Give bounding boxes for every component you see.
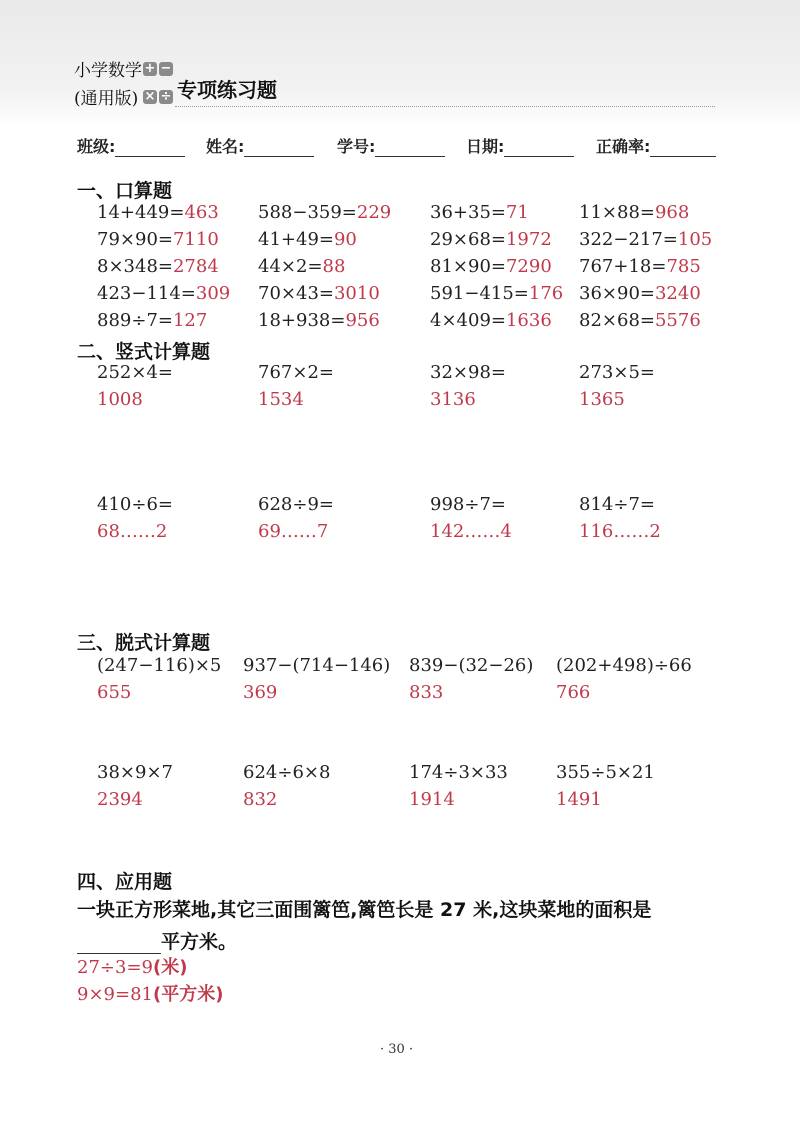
oral-answer: 7290 — [505, 256, 552, 277]
oral-question: 591−415= — [430, 283, 529, 304]
oral-item — [258, 283, 380, 304]
vertical-answer: 1365 — [579, 389, 625, 410]
info-accuracy-blank[interactable] — [650, 138, 716, 157]
word-problem-line1: 一块正方形菜地,其它三面围篱笆,篱笆长是 27 米,这块菜地的面积是 — [77, 899, 652, 921]
oral-item — [430, 229, 552, 250]
stepwise-question: 355÷5×21 — [556, 762, 655, 783]
oral-answer: 127 — [172, 310, 208, 331]
oral-question: 18+938= — [258, 310, 346, 331]
oral-item — [430, 283, 563, 304]
stepwise-answer: 833 — [409, 682, 444, 703]
oral-question: 36×90= — [579, 283, 655, 304]
vertical-question: 767×2= — [258, 362, 334, 383]
oral-question: 79×90= — [97, 229, 173, 250]
oral-item — [579, 256, 701, 277]
oral-question: 588−359= — [258, 202, 357, 223]
info-date-blank[interactable] — [504, 138, 574, 157]
stepwise-question: 839−(32−26) — [409, 655, 534, 676]
vertical-question: 252×4= — [97, 362, 173, 383]
stepwise-question: 937−(714−146) — [243, 655, 391, 676]
oral-item — [579, 229, 712, 250]
vertical-answer: 1534 — [258, 389, 304, 410]
vertical-question: 998÷7= — [430, 494, 506, 515]
info-name-blank[interactable] — [244, 138, 314, 157]
stepwise-answer: 832 — [243, 789, 278, 810]
plus-icon: + — [144, 61, 156, 76]
vertical-question: 628÷9= — [258, 494, 334, 515]
answer-step1-expr: 27÷3=9 — [77, 957, 153, 978]
oral-question: 8×348= — [97, 256, 173, 277]
stepwise-answer: 2394 — [97, 789, 143, 810]
oral-answer: 463 — [184, 202, 219, 223]
info-id-blank[interactable] — [375, 138, 445, 157]
oral-answer: 1636 — [505, 310, 552, 331]
oral-question: 44×2= — [258, 256, 323, 277]
answer-step2-unit: (平方米) — [152, 984, 224, 1005]
oral-item — [97, 256, 219, 277]
oral-question: 82×68= — [579, 310, 655, 331]
oral-item — [430, 202, 529, 223]
oral-item — [430, 256, 552, 277]
oral-item — [97, 229, 219, 250]
oral-answer: 71 — [505, 202, 529, 223]
vertical-question: 410÷6= — [97, 494, 173, 515]
oral-answer: 309 — [195, 283, 231, 304]
info-id — [337, 134, 445, 157]
vertical-answer: 116……2 — [579, 521, 661, 542]
info-date — [466, 134, 574, 157]
stepwise-answer: 1914 — [409, 789, 455, 810]
oral-item — [97, 310, 207, 331]
oral-question: 70×43= — [258, 283, 334, 304]
brand-line2: (通用版) — [74, 89, 139, 109]
stepwise-question: 174÷3×33 — [409, 762, 508, 783]
word-problem-unit: 平方米。 — [161, 931, 238, 953]
oral-item — [258, 202, 391, 223]
vertical-answer: 1008 — [97, 389, 143, 410]
oral-item — [579, 310, 701, 331]
oral-question: 11×88= — [579, 202, 655, 223]
section3-title: 三、脱式计算题 — [77, 632, 211, 654]
vertical-question: 814÷7= — [579, 494, 655, 515]
info-name — [206, 134, 314, 157]
oral-item — [258, 256, 345, 277]
vertical-question: 273×5= — [579, 362, 655, 383]
info-accuracy-label: 正确率: — [596, 137, 651, 156]
times-icon: × — [144, 89, 156, 104]
vertical-answer: 69……7 — [258, 521, 329, 542]
stepwise-question: 624÷6×8 — [243, 762, 331, 783]
vertical-answer: 3136 — [430, 389, 476, 410]
oral-question: 322−217= — [579, 229, 678, 250]
page-title: 专项练习题 — [177, 78, 277, 102]
vertical-answer: 68……2 — [97, 521, 168, 542]
oral-item — [579, 202, 689, 223]
oral-question: 14+449= — [97, 202, 185, 223]
info-date-label: 日期: — [466, 137, 505, 156]
stepwise-question: (202+498)÷66 — [556, 655, 692, 676]
oral-item — [97, 202, 219, 223]
section2-title: 二、竖式计算题 — [77, 341, 211, 363]
oral-item — [97, 283, 230, 304]
oral-item — [258, 310, 380, 331]
oral-answer: 3010 — [333, 283, 380, 304]
oral-answer: 968 — [654, 202, 690, 223]
info-accuracy — [596, 134, 716, 157]
oral-answer: 1972 — [505, 229, 552, 250]
oral-answer: 176 — [528, 283, 564, 304]
oral-answer: 229 — [356, 202, 392, 223]
oral-item — [258, 229, 357, 250]
divide-icon: ÷ — [160, 89, 172, 104]
stepwise-question: 38×9×7 — [97, 762, 173, 783]
oral-answer: 2784 — [172, 256, 219, 277]
stepwise-answer: 766 — [556, 682, 591, 703]
oral-question: 41+49= — [258, 229, 334, 250]
info-class — [77, 134, 185, 157]
info-name-label: 姓名: — [206, 137, 245, 156]
oral-question: 36+35= — [430, 202, 506, 223]
stepwise-answer: 1491 — [556, 789, 602, 810]
minus-icon: − — [160, 61, 172, 76]
section1-title: 一、口算题 — [77, 180, 173, 202]
stepwise-answer: 369 — [243, 682, 278, 703]
oral-item — [430, 310, 552, 331]
page-number: · 30 · — [380, 1042, 414, 1057]
info-class-label: 班级: — [77, 137, 116, 156]
info-id-label: 学号: — [337, 137, 376, 156]
word-problem-line2 — [77, 927, 237, 954]
stepwise-answer: 655 — [97, 682, 132, 703]
header-divider — [175, 106, 715, 107]
oral-answer: 7110 — [172, 229, 219, 250]
oral-question: 4×409= — [430, 310, 506, 331]
answer-step1 — [77, 953, 187, 979]
oral-answer: 5576 — [654, 310, 701, 331]
oral-answer: 88 — [322, 256, 346, 277]
vertical-answer: 142……4 — [430, 521, 512, 542]
answer-step2-expr: 9×9=81 — [77, 984, 153, 1005]
oral-answer: 956 — [345, 310, 380, 331]
answer-step2 — [77, 980, 223, 1006]
oral-question: 29×68= — [430, 229, 506, 250]
oral-answer: 90 — [333, 229, 357, 250]
stepwise-question: (247−116)×5 — [97, 655, 222, 676]
oral-answer: 3240 — [654, 283, 701, 304]
info-class-blank[interactable] — [115, 138, 185, 157]
oral-answer: 785 — [666, 256, 701, 277]
oral-answer: 105 — [677, 229, 713, 250]
answer-step1-unit: (米) — [152, 957, 188, 978]
operators-logo — [143, 60, 173, 112]
section4-title: 四、应用题 — [77, 871, 173, 893]
oral-item — [579, 283, 701, 304]
answer-blank[interactable] — [77, 933, 161, 954]
oral-question: 81×90= — [430, 256, 506, 277]
oral-question: 889÷7= — [97, 310, 173, 331]
oral-question: 423−114= — [97, 283, 196, 304]
brand-line1: 小学数学 — [74, 61, 142, 81]
vertical-question: 32×98= — [430, 362, 506, 383]
oral-question: 767+18= — [579, 256, 667, 277]
